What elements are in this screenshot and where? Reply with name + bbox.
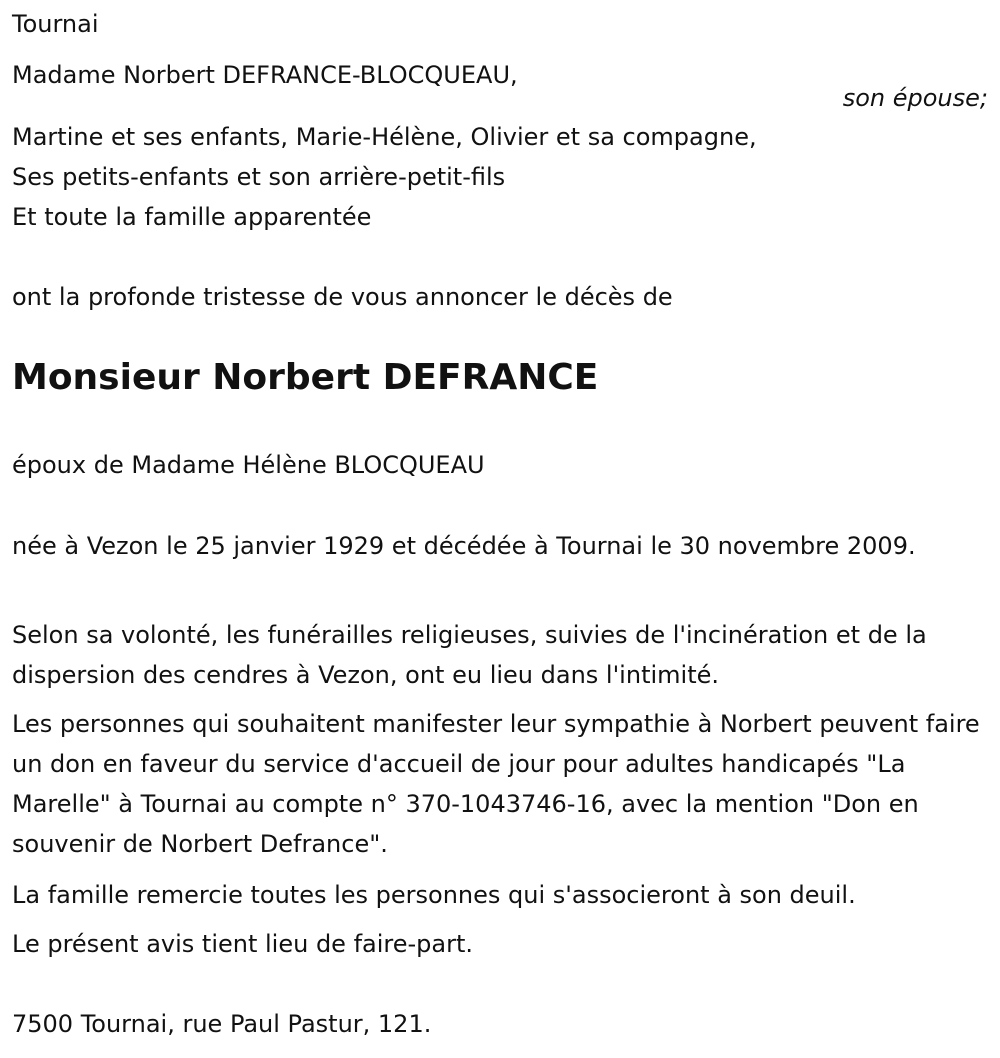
spouse-of-text: époux de Madame Hélène BLOCQUEAU bbox=[12, 451, 485, 479]
deceased-name: Monsieur Norbert DEFRANCE bbox=[12, 357, 599, 398]
spouse-line: Madame Norbert DEFRANCE-BLOCQUEAU, bbox=[12, 61, 518, 89]
thanks-text: La famille remercie toutes les personnes qui s'associeront à son deuil. bbox=[12, 881, 856, 909]
birth-death-text: née à Vezon le 25 janvier 1929 et décédée à Tournai le 30 novembre 2009. bbox=[12, 532, 916, 560]
donation-text: Les personnes qui souhaitent manifester leur sympathie à Norbert peuvent faire un don en faveur du service d'accueil de jour pour adultes handicapés "La Marelle" à Tournai au compte n° 370-1043746-16, avec la mention "Don en souvenir de Norbert Defrance". bbox=[12, 710, 980, 858]
spouse-role: son épouse; bbox=[842, 84, 988, 112]
family-line-1: Martine et ses enfants, Marie-Hélène, Olivier et sa compagne, bbox=[12, 123, 757, 151]
city-label: Tournai bbox=[12, 10, 99, 38]
family-line-2: Ses petits-enfants et son arrière-petit-fils bbox=[12, 163, 506, 191]
address-text: 7500 Tournai, rue Paul Pastur, 121. bbox=[12, 1010, 432, 1038]
funeral-text: Selon sa volonté, les funérailles religieuses, suivies de l'incinération et de la dispersion des cendres à Vezon, ont eu lieu dans l'intimité. bbox=[12, 621, 927, 689]
announcement-text: ont la profonde tristesse de vous annoncer le décès de bbox=[12, 283, 673, 311]
notice-text: Le présent avis tient lieu de faire-part. bbox=[12, 930, 474, 958]
family-line-3: Et toute la famille apparentée bbox=[12, 203, 372, 231]
